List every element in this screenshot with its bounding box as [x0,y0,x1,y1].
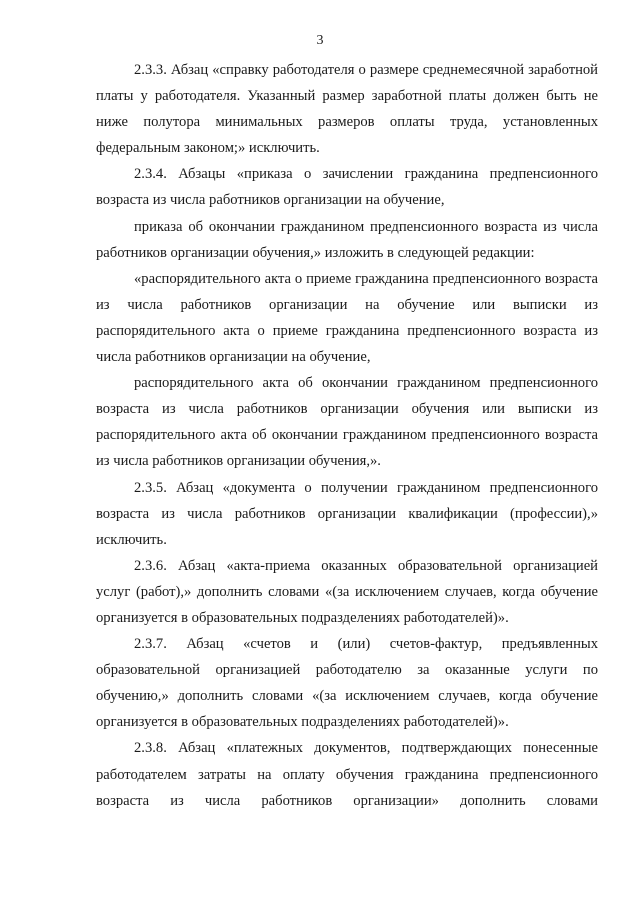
paragraph-2-3-8: 2.3.8. Абзац «платежных документов, подтверждающих понесенные работодателем затраты на оплату обучения гражданина предпенсионного возраста из числа работников организации» дополнить словами [96,740,598,809]
paragraph-order-completion: приказа об окончании гражданином предпенсионного возраста из числа работников организации обучения,» изложить в следующей редакции: [96,218,598,261]
paragraph-2-3-5: 2.3.5. Абзац «документа о получении гражданином предпенсионного возраста из числа работников организации квалификации (профессии),» исключить. [96,479,598,548]
paragraph-2-3-6: 2.3.6. Абзац «акта-приема оказанных образовательной организацией услуг (работ),» дополнить словами «(за исключением случаев, когда обучение организуется в образовательных подразделениях работодателей)». [96,557,598,626]
paragraph-completion-act: распорядительного акта об окончании гражданином предпенсионного возраста из числа работников организации обучения или выписки из распорядительного акта об окончании гражданином предпенсионного возраста из числа работников организации обучения,». [96,375,598,470]
paragraph-2-3-3: 2.3.3. Абзац «справку работодателя о размере среднемесячной заработной платы у работодателя. Указанный размер заработной платы должен быть не ниже полутора минимальных размеров оплаты труда, установленных федеральным законом;» исключить. [96,62,598,157]
page-number: 3 [316,33,324,48]
paragraph-2-3-4: 2.3.4. Абзацы «приказа о зачислении гражданина предпенсионного возраста из числа работников организации на обучение, [96,166,598,209]
document-body [96,57,598,814]
paragraph-admission-act: «распорядительного акта о приеме гражданина предпенсионного возраста из числа работников организации на обучение или выписки из распорядительного акта о приеме гражданина предпенсионного возраста из числа работников организации на обучение, [96,270,598,366]
paragraph-2-3-7: 2.3.7. Абзац «счетов и (или) счетов-фактур, предъявленных образовательной организацией работодателю за оказанные услуги по обучению,» дополнить словами «(за исключением случаев, когда обучение организуется в образовательных подразделениях работодателей)». [96,636,598,731]
